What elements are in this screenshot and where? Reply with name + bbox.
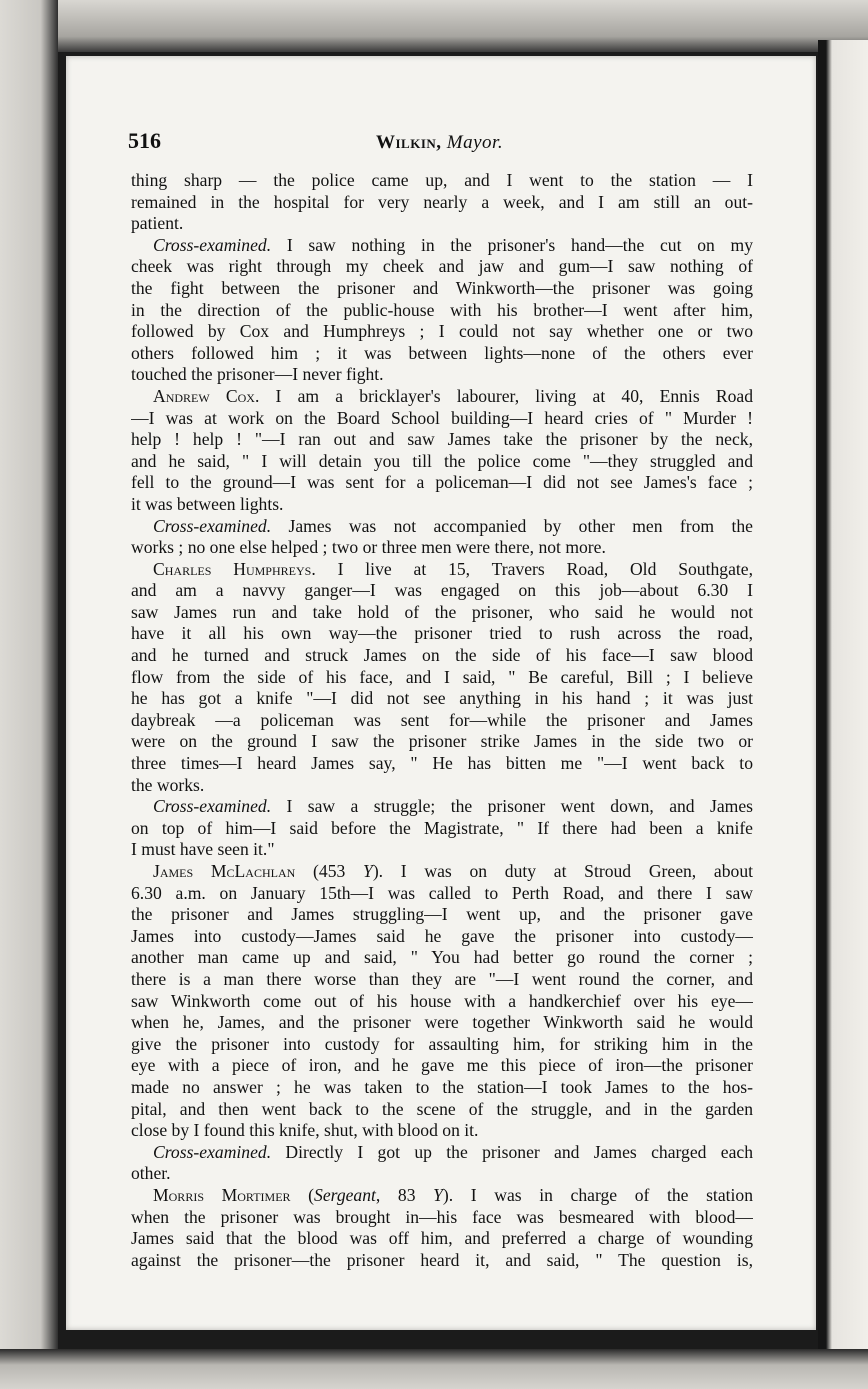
line-text: ). I was on duty at Stroud Green, about	[372, 861, 753, 881]
line-text: made no answer ; he was taken to the station—I took James to the hos-	[131, 1076, 753, 1097]
text-line	[131, 170, 753, 192]
text-line	[131, 1250, 753, 1272]
running-head-name: Wilkin,	[376, 132, 442, 153]
text-line	[131, 753, 753, 775]
scan-left-edge	[0, 0, 58, 1389]
line-text: Directly I got up the prisoner and James charged each	[271, 1141, 753, 1162]
paragraph	[131, 516, 753, 559]
text-line	[131, 559, 753, 581]
text-line	[131, 386, 753, 408]
line-text: flow from the side of his face, and I said, " Be careful, Bill ; I believe	[131, 666, 753, 687]
line-text: I am a bricklayer's labourer, living at 40, Ennis Road	[259, 385, 753, 406]
line-text: it was between lights.	[131, 493, 284, 514]
speaker-name: Andrew Cox.	[153, 385, 260, 406]
scan-right-edge	[818, 40, 868, 1350]
running-head	[376, 132, 503, 154]
text-line	[131, 580, 753, 602]
line-text: daybreak —a policeman was sent for—while the prisoner and James	[131, 709, 753, 730]
scan-bottom-edge	[0, 1349, 868, 1389]
text-line	[131, 300, 753, 322]
text-line	[131, 429, 753, 451]
line-text: other.	[131, 1163, 171, 1184]
line-text: (	[290, 1184, 315, 1205]
line-text: cheek was right through my cheek and jaw and gum—I saw nothing of	[131, 256, 753, 277]
speaker-name: Charles Humphreys.	[153, 558, 316, 579]
text-line	[131, 775, 753, 797]
line-text: give the prisoner into custody for assaulting him, for striking him in the	[131, 1033, 753, 1054]
paragraph	[131, 559, 753, 797]
paragraph	[131, 235, 753, 386]
line-text: works ; no one else helped ; two or three men were there, not more.	[131, 537, 606, 558]
text-line	[131, 991, 753, 1013]
line-text: ). I was in charge of the station	[442, 1184, 753, 1205]
text-line	[131, 343, 753, 365]
line-text: on top of him—I said before the Magistrate, " If there had been a knife	[131, 817, 753, 838]
italic-text: Y	[363, 861, 373, 881]
paragraph	[131, 796, 753, 861]
line-text: when the prisoner was brought in—his face was besmeared with blood—	[131, 1206, 753, 1227]
text-line	[131, 1228, 753, 1250]
italic-text: Cross-examined.	[153, 796, 272, 817]
text-line	[131, 1163, 753, 1185]
line-text: when he, James, and the prisoner were together Winkworth said he would	[131, 1012, 753, 1033]
text-line	[131, 623, 753, 645]
text-line	[131, 839, 753, 861]
scan-top-edge	[0, 0, 868, 52]
line-text: and am a navvy ganger—I was engaged on this job—about 6.30 I	[131, 580, 753, 601]
line-text: have it all his own way—the prisoner tried to rush across the road,	[131, 623, 753, 644]
line-text: help ! help ! "—I ran out and saw James take the prisoner by the neck,	[131, 429, 753, 450]
text-line	[131, 969, 753, 991]
text-line	[131, 1207, 753, 1229]
italic-text: Cross-examined.	[153, 1141, 272, 1162]
italic-text: Sergeant	[314, 1184, 376, 1205]
running-head-title: Mayor.	[446, 132, 504, 153]
italic-text: Cross-examined.	[153, 234, 272, 255]
speaker-name: James McLachlan	[153, 861, 296, 881]
paragraph	[131, 861, 753, 1142]
text-line	[131, 472, 753, 494]
text-line	[131, 926, 753, 948]
line-text: close by I found this knife, shut, with blood on it.	[131, 1120, 479, 1141]
italic-text: Y	[433, 1184, 443, 1205]
line-text: saw Winkworth come out of his house with a handkerchief over his eye—	[131, 990, 753, 1011]
text-line	[131, 883, 753, 905]
line-text: he has got a knife "—I did not see anything in his hand ; it was just	[131, 688, 753, 709]
line-text: followed by Cox and Humphreys ; I could not say whether one or two	[131, 321, 753, 342]
text-line	[131, 213, 753, 235]
line-text: saw James run and take hold of the prisoner, who said he would not	[131, 601, 753, 622]
text-line	[131, 278, 753, 300]
line-text: and he turned and struck James on the side of his face—I saw blood	[131, 645, 753, 666]
page-header	[128, 128, 728, 158]
text-line	[131, 710, 753, 732]
text-line	[131, 688, 753, 710]
text-line	[131, 494, 753, 516]
line-text: eye with a piece of iron, and he gave me this piece of iron—the prisoner	[131, 1055, 753, 1076]
line-text: I live at 15, Travers Road, Old Southgate,	[315, 558, 753, 579]
line-text: others followed him ; it was between lights—none of the others ever	[131, 342, 753, 363]
line-text: there is a man there worse than they are "—I went round the corner, and	[131, 968, 753, 989]
line-text: patient.	[131, 213, 184, 234]
text-line	[131, 192, 753, 214]
line-text: were on the ground I saw the prisoner strike James in the side two or	[131, 731, 753, 752]
text-line	[131, 1185, 753, 1207]
line-text: another man came up and said, " You had better go round the corner ;	[131, 947, 753, 968]
line-text: against the prisoner—the prisoner heard it, and said, " The question is,	[131, 1249, 753, 1270]
text-line	[131, 796, 753, 818]
text-line	[131, 1012, 753, 1034]
line-text: , 83	[375, 1184, 434, 1205]
line-text: thing sharp — the police came up, and I went to the station — I	[131, 170, 753, 190]
italic-text: Cross-examined.	[153, 515, 272, 536]
paragraph	[131, 1185, 753, 1271]
line-text: remained in the hospital for very nearly a week, and I am still an out-	[131, 191, 753, 212]
line-text: fell to the ground—I was sent for a policeman—I did not see James's face ;	[131, 472, 753, 493]
paragraph	[131, 170, 753, 235]
text-line	[131, 256, 753, 278]
body-text	[131, 170, 753, 1271]
text-line	[131, 1099, 753, 1121]
book-page	[66, 56, 816, 1330]
text-line	[131, 451, 753, 473]
line-text: the works.	[131, 774, 205, 795]
line-text: I must have seen it."	[131, 839, 275, 860]
text-line	[131, 1055, 753, 1077]
line-text: James was not accompanied by other men from the	[271, 515, 753, 536]
line-text: 6.30 a.m. on January 15th—I was called to Perth Road, and there I saw	[131, 882, 753, 903]
text-line	[131, 364, 753, 386]
text-line	[131, 235, 753, 257]
text-line	[131, 904, 753, 926]
line-text: and he said, " I will detain you till the police come "—they struggled and	[131, 450, 753, 471]
line-text: James said that the blood was off him, and preferred a charge of wounding	[131, 1228, 753, 1249]
line-text: the fight between the prisoner and Winkworth—the prisoner was going	[131, 277, 753, 298]
line-text: (453	[295, 861, 364, 881]
text-line	[131, 537, 753, 559]
line-text: I saw a struggle; the prisoner went down, and James	[271, 796, 753, 817]
line-text: the prisoner and James struggling—I went up, and the prisoner gave	[131, 904, 753, 925]
text-line	[131, 645, 753, 667]
text-line	[131, 947, 753, 969]
paragraph	[131, 386, 753, 516]
text-line	[131, 1142, 753, 1164]
text-line	[131, 1077, 753, 1099]
text-line	[131, 321, 753, 343]
speaker-name: Morris Mortimer	[153, 1184, 291, 1205]
line-text: James into custody—James said he gave the prisoner into custody—	[131, 925, 753, 946]
text-line	[131, 731, 753, 753]
line-text: pital, and then went back to the scene of the struggle, and in the garden	[131, 1098, 753, 1119]
text-line	[131, 516, 753, 538]
line-text: I saw nothing in the prisoner's hand—the cut on my	[271, 234, 753, 255]
line-text: three times—I heard James say, " He has bitten me "—I went back to	[131, 753, 753, 774]
line-text: in the direction of the public-house with his brother—I went after him,	[131, 299, 753, 320]
page-number: 516	[128, 128, 161, 153]
text-line	[131, 667, 753, 689]
line-text: touched the prisoner—I never fight.	[131, 364, 384, 385]
text-line	[131, 602, 753, 624]
text-line	[131, 408, 753, 430]
paragraph	[131, 1142, 753, 1185]
text-line	[131, 1120, 753, 1142]
line-text: —I was at work on the Board School building—I heard cries of " Murder !	[131, 407, 753, 428]
text-line	[131, 861, 753, 883]
text-line	[131, 1034, 753, 1056]
text-line	[131, 818, 753, 840]
